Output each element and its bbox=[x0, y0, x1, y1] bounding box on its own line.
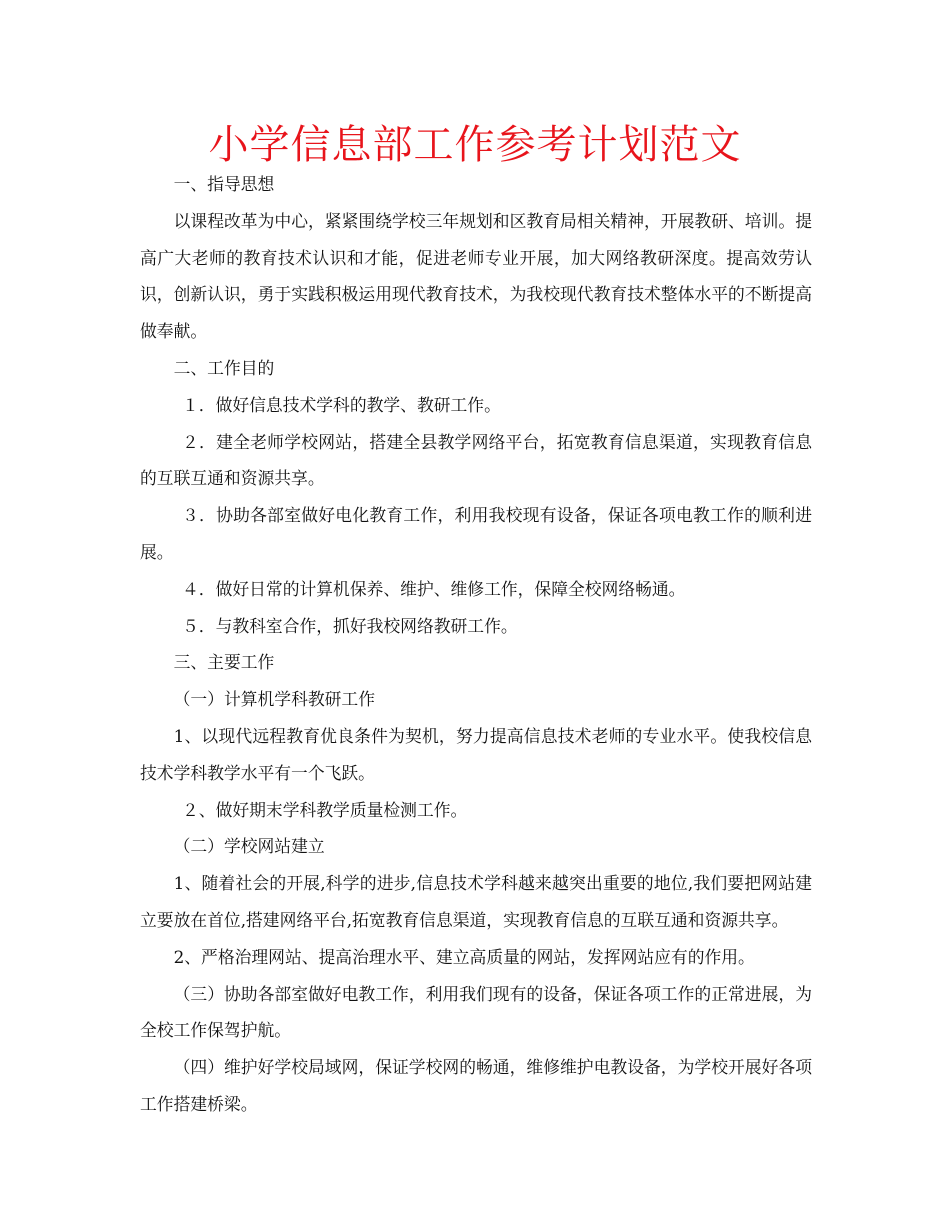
list-item: ２、做好期末学科教学质量检测工作。 bbox=[182, 799, 468, 820]
paragraph: （三）协助各部室做好电教工作，利用我们现有的设备，保证各项工作的正常进展，为全校工作保驾护航。 bbox=[140, 983, 812, 1041]
subsection-heading: （二）学校网站建立 bbox=[173, 836, 325, 857]
paragraph: 1、随着社会的开展,科学的进步,信息技术学科越来越突出重要的地位,我们要把网站建立要放在首位,搭建网络平台,拓宽教育信息渠道，实现教育信息的互联互通和资源共享。 bbox=[140, 873, 812, 930]
document-title: 小学信息部工作参考计划范文 bbox=[208, 122, 742, 168]
document-body bbox=[140, 166, 812, 1123]
paragraph: 1、以现代远程教育优良条件为契机，努力提高信息技术老师的专业水平。使我校信息技术学科教学水平有一个飞跃。 bbox=[140, 725, 812, 783]
list-item: ４．做好日常的计算机保养、维护、维修工作，保障全校网络畅通。 bbox=[182, 578, 686, 599]
paragraph: 以课程改革为中心，紧紧围绕学校三年规划和区教育局相关精神，开展教研、培训。提高广大老师的教育技术认识和才能，促进老师专业开展，加大网络教研深度。提高效劳认识，创新认识，勇于实践积极运用现代教育技术，为我校现代教育技术整体水平的不断提高做奉献。 bbox=[140, 210, 812, 342]
list-item: ３．协助各部室做好电化教育工作，利用我校现有设备，保证各项电教工作的顺利进展。 bbox=[140, 505, 812, 562]
section-heading: 一、指导思想 bbox=[173, 174, 275, 194]
paragraph: 2、严格治理网站、提高治理水平、建立高质量的网站，发挥网站应有的作用。 bbox=[173, 946, 755, 967]
list-item: ５．与教科室合作，抓好我校网络教研工作。 bbox=[182, 615, 518, 636]
paragraph: （四）维护好学校局域网，保证学校网的畅通，维修维护电教设备，为学校开展好各项工作搭建桥梁。 bbox=[140, 1057, 812, 1114]
subsection-heading: （一）计算机学科教研工作 bbox=[173, 689, 375, 710]
list-item: ２．建全老师学校网站，搭建全县教学网络平台，拓宽教育信息渠道，实现教育信息的互联互通和资源共享。 bbox=[140, 431, 812, 489]
list-item: １．做好信息技术学科的教学、教研工作。 bbox=[182, 394, 501, 415]
section-heading: 二、工作目的 bbox=[173, 357, 275, 378]
section-heading: 三、主要工作 bbox=[173, 652, 275, 673]
